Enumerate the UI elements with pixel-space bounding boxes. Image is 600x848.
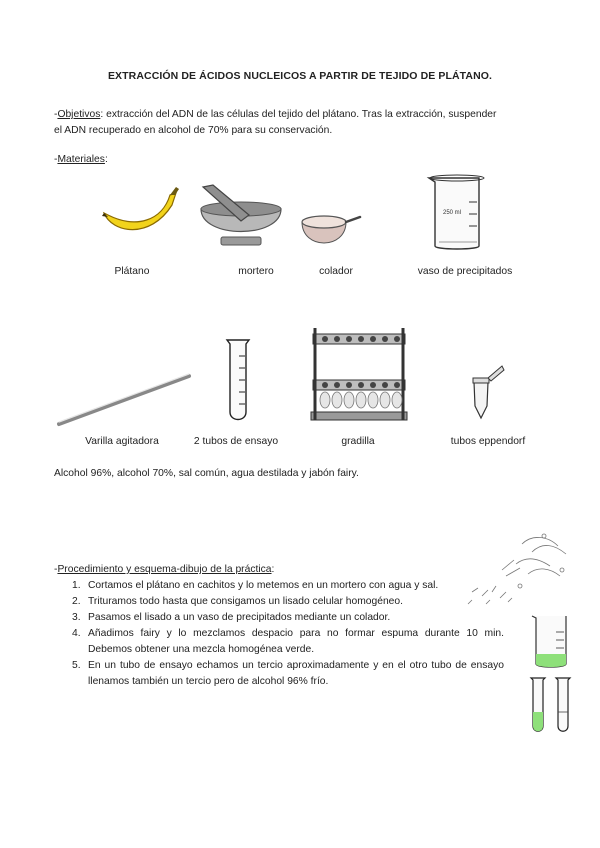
- step-text: Pasamos el lisado a un vaso de precipitados mediante un colador.: [88, 612, 391, 623]
- step-number: 4.: [72, 628, 81, 639]
- materiales-heading: [54, 152, 554, 168]
- stirring-rod-icon: [55, 372, 195, 428]
- eppendorf-tube-icon: [470, 362, 506, 420]
- step-text: En un tubo de ensayo echamos un tercio aproximadamente y en el otro tubo de ensayo llenamos también un tercio pero de alcohol 96% frío.: [88, 660, 504, 687]
- procedure-step: [54, 610, 504, 626]
- caption-eppendorf: tubos eppendorf: [450, 436, 526, 447]
- objetivos-text: : extracción del ADN de las células del tejido del plátano. Tras la extracción, suspender: [100, 109, 497, 120]
- objetivos-line-1: [54, 107, 554, 123]
- beaker-volume-mark: 250 ml: [443, 210, 462, 216]
- test-tube-icon: [225, 338, 251, 422]
- caption-colador: colador: [319, 266, 353, 277]
- materiales-label: Materiales: [57, 154, 105, 165]
- beaker-icon: [425, 172, 487, 252]
- step-number: 5.: [72, 660, 81, 671]
- caption-tubos-ensayo: 2 tubos de ensayo: [193, 436, 279, 447]
- procedure-step: [54, 578, 504, 594]
- procedure-step: [54, 594, 504, 610]
- reactivos-text: Alcohol 96%, alcohol 70%, sal común, agua destilada y jabón fairy.: [54, 468, 359, 479]
- strainer-icon: [300, 210, 362, 252]
- step-text: Añadimos fairy y lo mezclamos despacio para no formar espuma durante 10 min. Debemos obtener una mezcla homogénea verde.: [88, 628, 504, 655]
- step-number: 3.: [72, 612, 81, 623]
- objetivos-section: [54, 107, 554, 139]
- caption-platano: Plátano: [114, 266, 150, 277]
- procedimiento-label: Procedimiento y esquema-dibujo de la práctica: [57, 564, 272, 575]
- test-tube-green-sketch-icon: [528, 676, 548, 734]
- step-number: 2.: [72, 596, 81, 607]
- test-tube-alcohol-sketch-icon: [553, 676, 573, 734]
- cutting-sketch-icon: [462, 530, 574, 608]
- test-tube-rack-icon: [307, 320, 411, 424]
- step-number: 1.: [72, 580, 81, 591]
- objetivos-prefix: -: [54, 109, 58, 120]
- page-title: EXTRACCIÓN DE ÁCIDOS NUCLEICOS A PARTIR DE TEJIDO DE PLÁTANO.: [107, 70, 493, 82]
- step-text: Trituramos todo hasta que consigamos un lisado celular homogéneo.: [88, 596, 404, 607]
- caption-varilla: Varilla agitadora: [85, 436, 159, 447]
- procedimiento-suffix: :: [271, 564, 275, 575]
- beaker-green-sketch-icon: [530, 612, 570, 670]
- caption-mortero: mortero: [238, 266, 274, 277]
- objetivos-label: Objetivos: [57, 109, 101, 120]
- procedure-step: [54, 658, 504, 690]
- step-text: Cortamos el plátano en cachitos y lo metemos en un mortero con agua y sal.: [88, 580, 439, 591]
- procedure-steps: [54, 578, 504, 690]
- mortar-icon: [195, 183, 287, 248]
- procedure-step: [54, 626, 504, 658]
- objetivos-line-2: el ADN recuperado en alcohol de 70% para su conservación.: [54, 125, 333, 136]
- procedimiento-prefix: -: [54, 564, 58, 575]
- banana-icon: [100, 185, 180, 245]
- materiales-prefix: -: [54, 154, 58, 165]
- caption-vaso: vaso de precipitados: [417, 266, 513, 277]
- materiales-suffix: :: [104, 154, 108, 165]
- caption-gradilla: gradilla: [341, 436, 375, 447]
